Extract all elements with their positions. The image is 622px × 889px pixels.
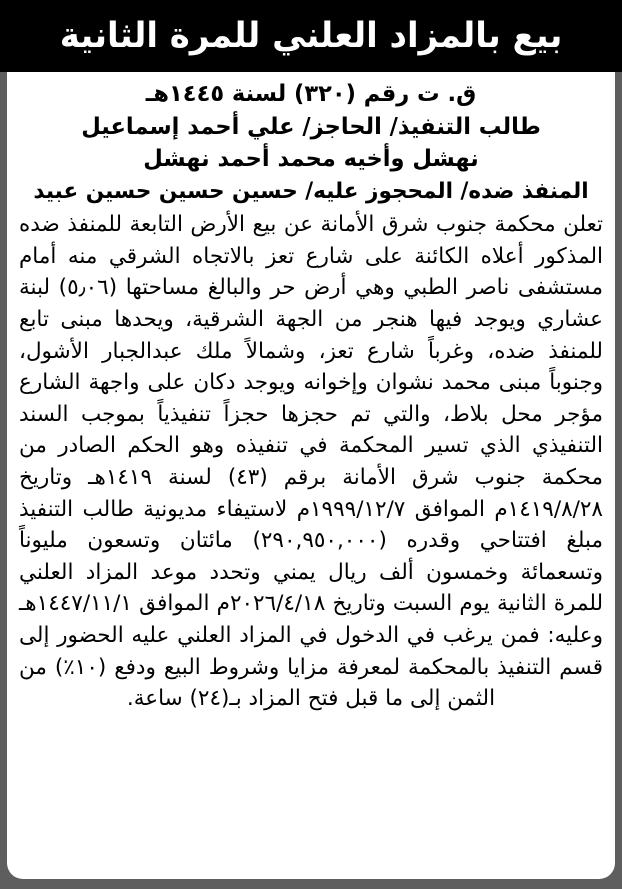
debtor-line: المنفذ ضده/ المحجوز عليه/ حسين حسين حسين عبيد: [33, 178, 589, 204]
notice-card: [7, 72, 615, 879]
body-block: [19, 209, 603, 715]
body-paragraph-2: وعليه: فمن يرغب في الدخول في المزاد العلني عليه الحضور إلى قسم التنفيذ بالمحكمة لمعرفة مزايا وشروط البيع ودفع (١٠٪) من الثمن إلى ما قبل فتح المزاد بـ(٢٤) ساعة.: [19, 622, 603, 712]
creditor-line-2: نهشل وأخيه محمد أحمد نهشل: [143, 146, 479, 173]
header-banner: [0, 0, 622, 72]
page-title: بيع بالمزاد العلني للمرة الثانية: [59, 15, 563, 56]
heading-block: [19, 78, 603, 207]
case-number-line: ق. ت رقم (٣٢٠) لسنة ١٤٤٥هـ: [145, 81, 477, 107]
card-wrapper: [0, 72, 622, 889]
body-paragraph-1: تعلن محكمة جنوب شرق الأمانة عن بيع الأرض التابعة للمنفذ ضده المذكور أعلاه الكائنة على شارع تعز بالاتجاه الشرقي منه أمام مستشفى ناصر الطبي وهي أرض حر والبالغ مساحتها (٥٫٠٦) لبنة عشاري ويوجد فيها هنجر من الجهة الشرقية، ويحدها مبنى تابع للمنفذ ضده، وغرباً شارع تعز، وشمالاً ملك عبدالجبار الأشول، وجنوباً مبنى محمد نشوان وإخوانه ويوجد دكان على واجهة الشارع مؤجر محل بلاط، والتي تم حجزها حجزاً تنفيذياً بموجب السند التنفيذي الذي تسير المحكمة في تنفيذه وهو الحكم الصادر من محكمة جنوب شرق الأمانة برقم (٤٣) لسنة ١٤١٩هـ وتاريخ ١٤١٩/٨/٢٨م الموافق ١٩٩٩/١٢/٧م لاستيفاء مديونية طالب التنفيذ مبلغ افتتاحي وقدره (٢٩٠,٩٥٠,٠٠٠) مائتان وتسعون مليوناً وتسعمائة وخمسون ألف ريال يمني وتحدد موعد المزاد العلني للمرة الثانية يوم السبت وتاريخ ٢٠٢٦/٤/١٨م الموافق ١٤٤٧/١١/١هـ: [19, 212, 603, 617]
creditor-line-1: طالب التنفيذ/ الحاجز/ علي أحمد إسماعيل: [81, 113, 541, 140]
